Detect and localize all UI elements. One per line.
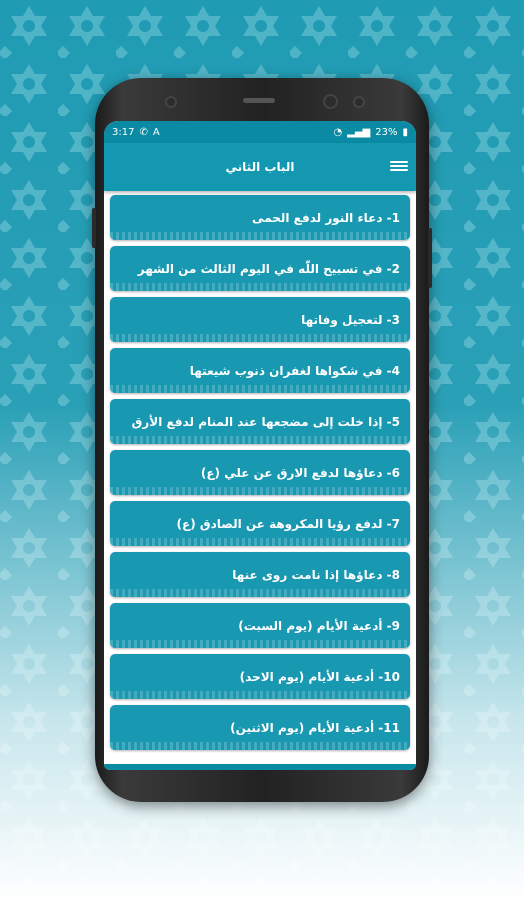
power-button [428, 228, 432, 288]
hamburger-menu-icon[interactable] [390, 159, 408, 175]
battery-percentage: 23% [375, 126, 398, 138]
list-item-label: 1- دعاء النور لدفع الحمى [252, 210, 400, 225]
list-item-label: 7- لدفع رؤيا المكروهة عن الصادق (ع) [176, 516, 400, 531]
list-item-label: 11- أدعية الأيام (يوم الاثنين) [230, 720, 400, 735]
list-item[interactable] [110, 705, 410, 750]
page-title: الباب الثاني [225, 160, 295, 174]
earpiece-speaker [243, 98, 275, 103]
front-camera-icon [323, 94, 338, 109]
chapter-list [104, 191, 416, 750]
list-item[interactable] [110, 501, 410, 546]
list-item-label: 9- أدعية الأيام (يوم السبت) [238, 618, 400, 633]
app-screen [104, 121, 416, 770]
status-bar [104, 121, 416, 143]
list-item[interactable] [110, 297, 410, 342]
list-item[interactable] [110, 195, 410, 240]
list-item-label: 8- دعاؤها إذا نامت روى عنها [232, 567, 400, 582]
sensor-icon [165, 96, 177, 108]
call-icon: ✆ [139, 126, 148, 138]
list-item[interactable] [110, 348, 410, 393]
list-item[interactable] [110, 603, 410, 648]
list-item-label: 4- في شكواها لغفران ذنوب شيعتها [189, 363, 400, 378]
list-item[interactable] [110, 654, 410, 699]
list-item-label: 2- في تسبيح اللّٰه في اليوم الثالث من الشهر [137, 261, 400, 276]
signal-icon: ▂▄▆ [347, 126, 371, 138]
wifi-icon: ◔ [333, 126, 343, 138]
list-item-label: 3- لتعجيل وفاتها [301, 312, 400, 327]
list-item-label: 5- إذا خلت إلى مضجعها عند المنام لدفع الأرق [131, 414, 400, 429]
list-item[interactable] [110, 246, 410, 291]
app-bar [104, 143, 416, 191]
list-item[interactable] [110, 399, 410, 444]
proximity-sensor-icon [353, 96, 365, 108]
volume-button [92, 208, 96, 248]
battery-icon: ▮ [402, 126, 408, 138]
list-item-label: 10- أدعية الأيام (يوم الاحد) [239, 669, 400, 684]
list-item[interactable] [110, 552, 410, 597]
list-item[interactable] [110, 450, 410, 495]
bottom-bar [104, 764, 416, 770]
font-icon: A [152, 126, 160, 138]
list-item-label: 6- دعاؤها لدفع الارق عن علي (ع) [200, 465, 400, 480]
status-time: 3:17 [112, 126, 135, 138]
